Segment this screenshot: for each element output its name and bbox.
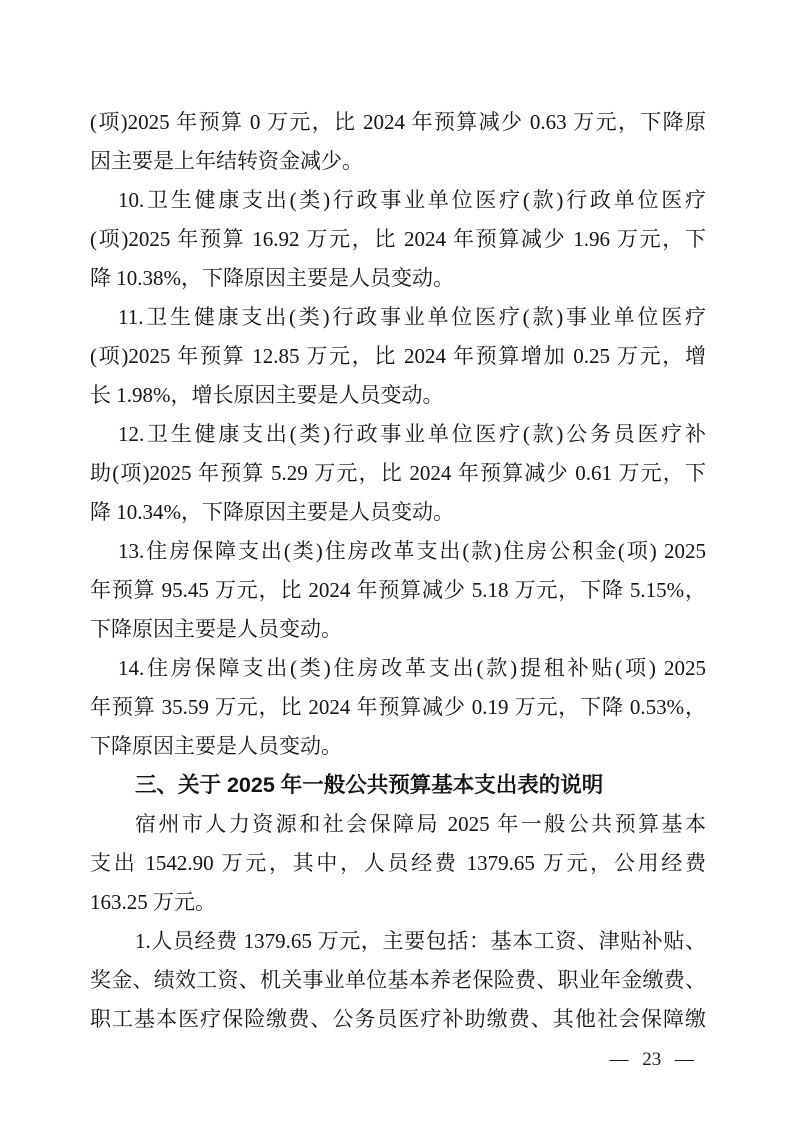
text-line: 因主要是上年结转资金减少。 <box>90 149 363 173</box>
paragraph-item-12 <box>90 415 706 532</box>
text-line: 奖金、绩效工资、机关事业单位基本养老保险费、职业年金缴费、 <box>90 968 706 992</box>
text-line: (项)2025 年预算 16.92 万元，比 2024 年预算减少 1.96 万元，下 <box>90 227 706 251</box>
text-line: 10.卫生健康支出(类)行政事业单位医疗(款)行政单位医疗 <box>118 188 706 212</box>
text-line: 长 1.98%，增长原因主要是人员变动。 <box>90 383 444 407</box>
paragraph-item-10 <box>90 181 706 298</box>
paragraph-item-11 <box>90 298 706 415</box>
text-line: 14.住房保障支出(类)住房改革支出(款)提租补贴(项) 2025 <box>118 656 706 680</box>
text-line: 年预算 35.59 万元，比 2024 年预算减少 0.19 万元，下降 0.53%， <box>90 695 706 719</box>
text-line: 12.卫生健康支出(类)行政事业单位医疗(款)公务员医疗补 <box>118 422 706 446</box>
text-line: 下降原因主要是人员变动。 <box>90 734 342 758</box>
text-line: 13.住房保障支出(类)住房改革支出(款)住房公积金(项) 2025 <box>118 539 706 563</box>
text-line: 年预算 95.45 万元，比 2024 年预算减少 5.18 万元，下降 5.15%， <box>90 578 706 602</box>
paragraph-personnel-expense <box>90 922 706 1039</box>
paragraph-item-13 <box>90 532 706 649</box>
text-line: (项)2025 年预算 12.85 万元，比 2024 年预算增加 0.25 万元，增 <box>90 344 706 368</box>
section-heading: 三、关于 2025 年一般公共预算基本支出表的说明 <box>135 773 604 797</box>
text-line: 1.人员经费 1379.65 万元，主要包括：基本工资、津贴补贴、 <box>135 929 706 953</box>
text-line: 降 10.38%，下降原因主要是人员变动。 <box>90 266 454 290</box>
paragraph-item-9-continuation <box>90 103 706 181</box>
page-number-footer: — 23 — <box>609 1049 694 1070</box>
text-line: 163.25 万元。 <box>90 890 216 914</box>
text-line: 降 10.34%，下降原因主要是人员变动。 <box>90 500 454 524</box>
text-line: 下降原因主要是人员变动。 <box>90 617 342 641</box>
text-line: 助(项)2025 年预算 5.29 万元，比 2024 年预算减少 0.61 万元，下 <box>90 461 706 485</box>
page-body-text <box>90 103 706 1039</box>
section-heading-block <box>90 766 706 805</box>
paragraph-section3-overview <box>90 805 706 922</box>
paragraph-item-14 <box>90 649 706 766</box>
text-line: 宿州市人力资源和社会保障局 2025 年一般公共预算基本 <box>135 812 706 836</box>
text-line: 支出 1542.90 万元，其中，人员经费 1379.65 万元，公用经费 <box>90 851 706 875</box>
text-line: (项)2025 年预算 0 万元，比 2024 年预算减少 0.63 万元，下降原 <box>90 110 706 134</box>
text-line: 职工基本医疗保险缴费、公务员医疗补助缴费、其他社会保障缴 <box>90 1007 706 1031</box>
text-line: 11.卫生健康支出(类)行政事业单位医疗(款)事业单位医疗 <box>118 305 706 329</box>
